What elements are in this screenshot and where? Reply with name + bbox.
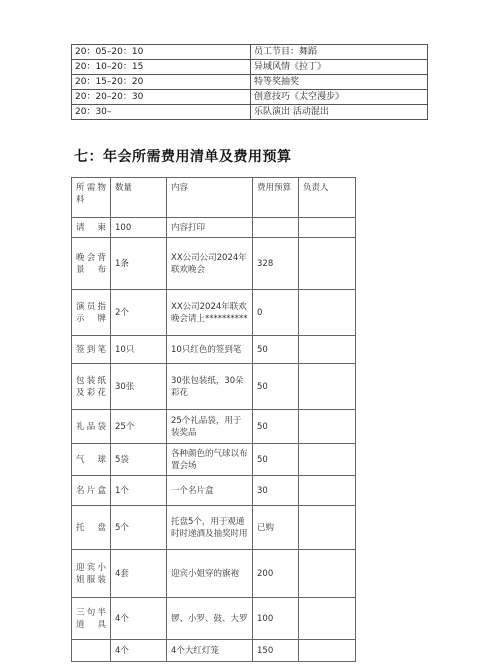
cost-cell-owner xyxy=(299,476,356,506)
cost-cell-content: 托盘5个，用于观通时时递酒及抽奖时用 xyxy=(167,506,253,550)
cost-cell-budget xyxy=(253,218,299,238)
cost-cell-budget: 30 xyxy=(253,476,299,506)
cost-cell-budget: 50 xyxy=(253,336,299,364)
schedule-time: 20：05–20：10 xyxy=(72,45,251,60)
cost-cell-qty: 100 xyxy=(111,218,167,238)
cost-cell-owner xyxy=(299,238,356,290)
cost-cell-content: 锣、小罗、鼓、大罗 xyxy=(167,598,253,640)
cost-cell-material: 签到笔 xyxy=(72,336,111,364)
cost-row xyxy=(72,410,356,444)
schedule-item: 异域风情《拉丁》 xyxy=(251,60,428,75)
cost-cell-material: 三句半道具 xyxy=(72,598,111,640)
header-owner: 负责人 xyxy=(299,178,356,218)
cost-cell-qty: 4套 xyxy=(111,550,167,598)
schedule-row xyxy=(72,90,428,105)
schedule-row xyxy=(72,45,428,60)
cost-row xyxy=(72,598,356,640)
schedule-time: 20：10–20：15 xyxy=(72,60,251,75)
cost-cell-budget: 200 xyxy=(253,550,299,598)
cost-cell-content: XX公司公司2024年联欢晚会 xyxy=(167,238,253,290)
cost-cell-content: 25个礼品袋，用于装奖品 xyxy=(167,410,253,444)
cost-cell-material: 礼品袋 xyxy=(72,410,111,444)
cost-cell-material: 演员指示牌 xyxy=(72,290,111,336)
cost-cell-budget: 已购 xyxy=(253,506,299,550)
cost-cell-owner xyxy=(299,218,356,238)
cost-cell-qty: 4个 xyxy=(111,598,167,640)
cost-cell-material: 托盘 xyxy=(72,506,111,550)
cost-cell-content: 各种颜色的气球以布置会场 xyxy=(167,444,253,476)
header-content: 内容 xyxy=(167,178,253,218)
cost-cell-qty: 2个 xyxy=(111,290,167,336)
cost-cell-owner xyxy=(299,290,356,336)
cost-cell-owner xyxy=(299,364,356,410)
cost-cell-content: 内容打印 xyxy=(167,218,253,238)
cost-table-header xyxy=(72,178,356,218)
cost-cell-owner xyxy=(299,336,356,364)
cost-row xyxy=(72,506,356,550)
cost-cell-owner xyxy=(299,598,356,640)
schedule-time: 20：20–20：30 xyxy=(72,90,251,105)
cost-cell-content: 一个名片盒 xyxy=(167,476,253,506)
cost-cell-material: 气球 xyxy=(72,444,111,476)
cost-row xyxy=(72,364,356,410)
schedule-row xyxy=(72,75,428,90)
cost-row xyxy=(72,336,356,364)
cost-cell-qty: 30张 xyxy=(111,364,167,410)
schedule-row xyxy=(72,105,428,120)
cost-cell-budget: 100 xyxy=(253,598,299,640)
cost-table xyxy=(71,177,356,662)
cost-row xyxy=(72,444,356,476)
schedule-time: 20：30– xyxy=(72,105,251,120)
cost-cell-qty: 5个 xyxy=(111,506,167,550)
cost-cell-material: 迎宾小姐服装 xyxy=(72,550,111,598)
cost-cell-owner xyxy=(299,444,356,476)
cost-cell-qty: 1条 xyxy=(111,238,167,290)
schedule-item: 员工节目：舞蹈 xyxy=(251,45,428,60)
schedule-item: 特等奖抽奖 xyxy=(251,75,428,90)
cost-cell-material xyxy=(72,640,111,662)
schedule-item: 乐队演出 活动混出 xyxy=(251,105,428,120)
cost-cell-owner xyxy=(299,410,356,444)
cost-cell-content: 迎宾小姐穿的旗袍 xyxy=(167,550,253,598)
cost-cell-qty: 4个 xyxy=(111,640,167,662)
cost-cell-content: XX公司2024年联欢晚会请上********** xyxy=(167,290,253,336)
cost-cell-content: 30张包装纸，30朵彩花 xyxy=(167,364,253,410)
cost-cell-content: 4个大红灯笼 xyxy=(167,640,253,662)
cost-cell-owner xyxy=(299,506,356,550)
schedule-item: 创意技巧《太空漫步》 xyxy=(251,90,428,105)
cost-row xyxy=(72,290,356,336)
cost-cell-budget: 0 xyxy=(253,290,299,336)
header-material: 所需物料 xyxy=(72,178,111,218)
cost-cell-material: 名片盒 xyxy=(72,476,111,506)
cost-cell-qty: 1个 xyxy=(111,476,167,506)
cost-cell-budget: 50 xyxy=(253,364,299,410)
cost-cell-owner xyxy=(299,640,356,662)
cost-cell-material: 包装纸及彩花 xyxy=(72,364,111,410)
cost-cell-material: 晚会背景布 xyxy=(72,238,111,290)
cost-cell-material: 请柬 xyxy=(72,218,111,238)
cost-row xyxy=(72,640,356,662)
cost-cell-budget: 50 xyxy=(253,444,299,476)
schedule-table xyxy=(71,44,428,120)
cost-row xyxy=(72,238,356,290)
schedule-row xyxy=(72,60,428,75)
cost-cell-owner xyxy=(299,550,356,598)
cost-row xyxy=(72,550,356,598)
cost-cell-budget: 328 xyxy=(253,238,299,290)
cost-cell-budget: 50 xyxy=(253,410,299,444)
schedule-time: 20：15–20：20 xyxy=(72,75,251,90)
cost-cell-content: 10只红色的签到笔 xyxy=(167,336,253,364)
header-budget: 费用预算 xyxy=(253,178,299,218)
cost-cell-qty: 10只 xyxy=(111,336,167,364)
cost-cell-qty: 5袋 xyxy=(111,444,167,476)
cost-row xyxy=(72,476,356,506)
cost-cell-budget: 150 xyxy=(253,640,299,662)
cost-row xyxy=(72,218,356,238)
cost-cell-qty: 25个 xyxy=(111,410,167,444)
header-qty: 数量 xyxy=(111,178,167,218)
section-title: 七：年会所需费用清单及费用预算 xyxy=(74,149,292,165)
